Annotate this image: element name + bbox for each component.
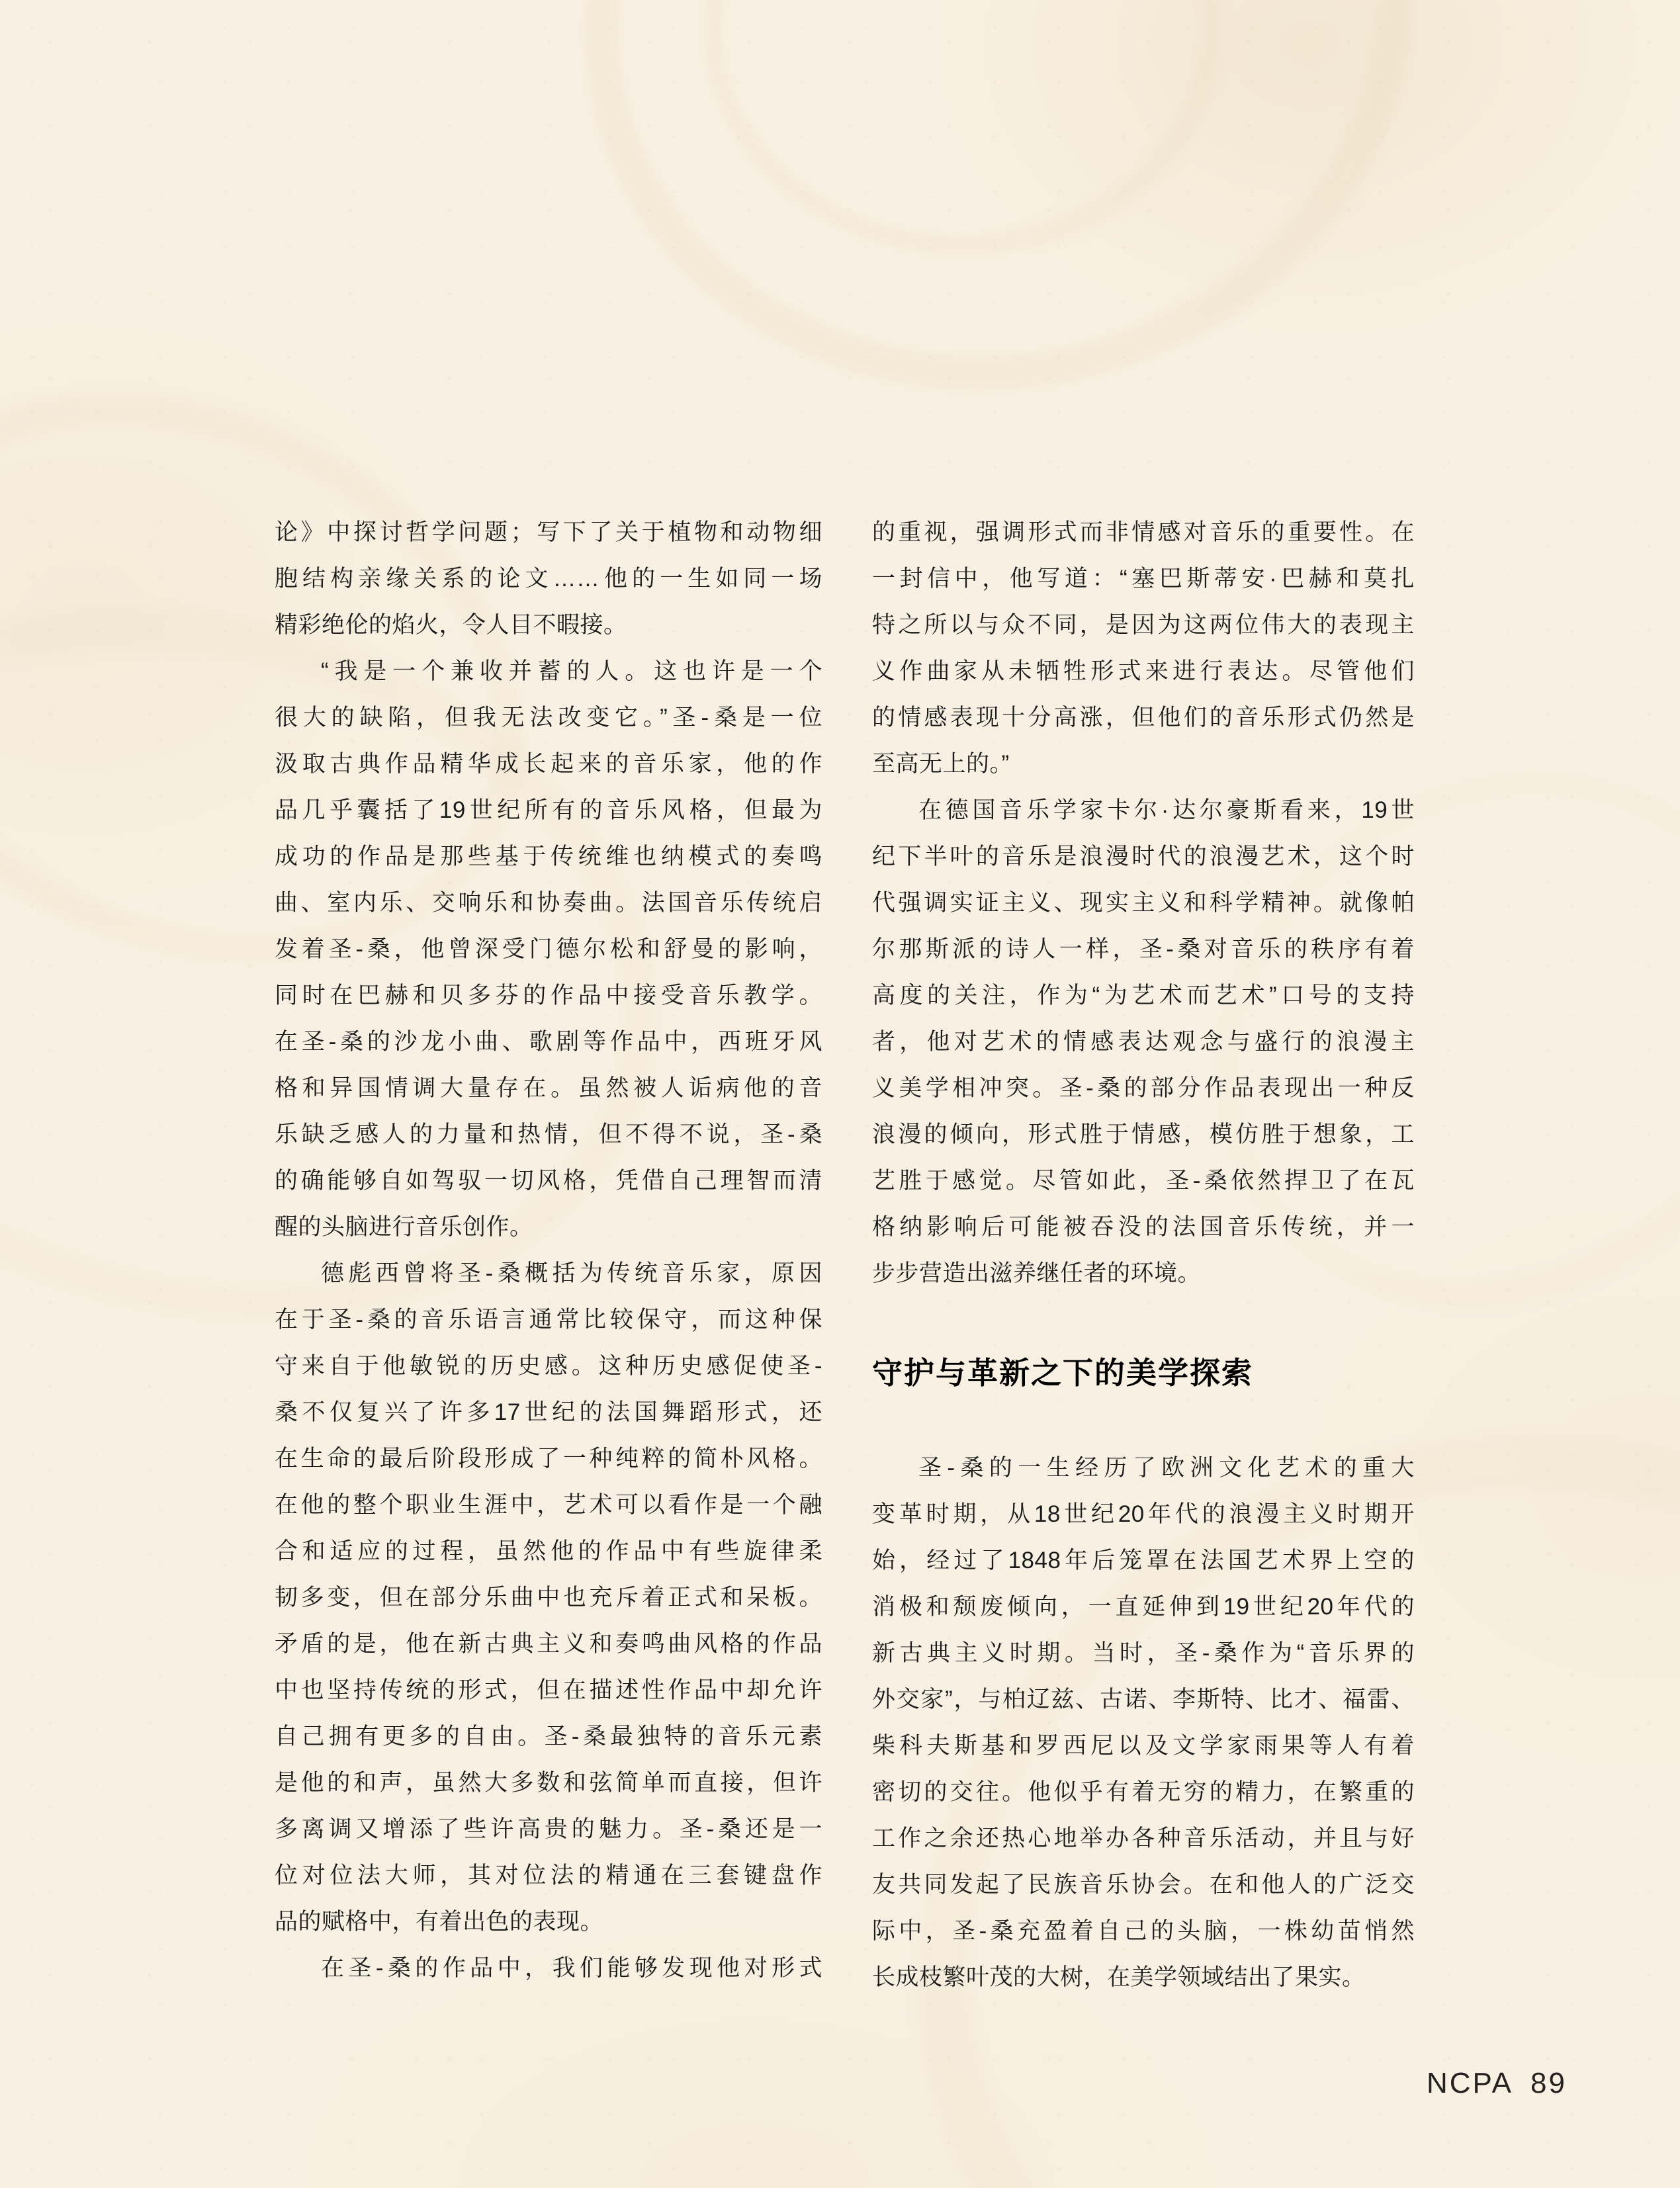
text-line: “我是一个兼收并蓄的人。这也许是一个 — [321, 658, 822, 684]
text-line: 者，他对艺术的情感表达观念与盛行的浪漫主 — [872, 1029, 1415, 1055]
page-number: 89 — [1530, 2067, 1567, 2099]
text-line: 长成枝繁叶茂的大树，在美学领域结出了果实。 — [872, 1964, 1366, 1990]
text-line: 尔那斯派的诗人一样，圣-桑对音乐的秩序有着 — [872, 936, 1415, 962]
article-left-column — [275, 509, 822, 1991]
text-line: 矛盾的是，他在新古典主义和奏鸣曲风格的作品 — [275, 1631, 822, 1657]
text-line: 格和异国情调大量存在。虽然被人诟病他的音 — [275, 1075, 822, 1101]
text-line: 始，经过了1848年后笼罩在法国艺术界上空的 — [872, 1548, 1415, 1573]
text-line: 艺胜于感觉。尽管如此，圣-桑依然捍卫了在瓦 — [872, 1168, 1415, 1194]
text-line: 纪下半叶的音乐是浪漫时代的浪漫艺术，这个时 — [872, 844, 1415, 869]
article-right-top-block — [872, 509, 1415, 1297]
text-line: 际中，圣-桑充盈着自己的头脑，一株幼苗悄然 — [872, 1918, 1415, 1944]
text-line: 格纳影响后可能被吞没的法国音乐传统，并一 — [872, 1214, 1415, 1240]
text-line: 代强调实证主义、现实主义和科学精神。就像帕 — [872, 890, 1415, 916]
text-line: 浪漫的倾向，形式胜于情感，模仿胜于想象，工 — [872, 1121, 1415, 1147]
swirl-decoration — [701, 0, 1223, 257]
section-heading: 守护与革新之下的美学探索 — [872, 1356, 1253, 1390]
text-line: 的情感表现十分高涨，但他们的音乐形式仍然是 — [872, 705, 1415, 730]
text-line: 的重视，强调形式而非情感对音乐的重要性。在 — [872, 519, 1415, 545]
text-line: 位对位法大师，其对位法的精通在三套键盘作 — [275, 1862, 822, 1888]
text-line: 品的赋格中，有着出色的表现。 — [275, 1909, 604, 1935]
text-line: 同时在巴赫和贝多芬的作品中接受音乐教学。 — [275, 983, 822, 1008]
page-footer — [1427, 2067, 1567, 2100]
text-line: 很大的缺陷，但我无法改变它。”圣-桑是一位 — [275, 705, 822, 730]
text-line: 多离调又增添了些许高贵的魅力。圣-桑还是一 — [275, 1816, 822, 1842]
text-line: 在他的整个职业生涯中，艺术可以看作是一个融 — [275, 1492, 822, 1518]
text-line: 密切的交往。他似乎有着无穷的精力，在繁重的 — [872, 1779, 1415, 1805]
text-line: 在圣-桑的沙龙小曲、歌剧等作品中，西班牙风 — [275, 1029, 822, 1055]
text-line: 在于圣-桑的音乐语言通常比较保守，而这种保 — [275, 1307, 822, 1333]
text-line: 在德国音乐学家卡尔·达尔豪斯看来，19世 — [918, 797, 1415, 823]
text-line: 桑不仅复兴了许多17世纪的法国舞蹈形式，还 — [275, 1399, 822, 1425]
text-line: 柴科夫斯基和罗西尼以及文学家雨果等人有着 — [872, 1733, 1415, 1759]
text-line: 高度的关注，作为“为艺术而艺术”口号的支持 — [872, 983, 1415, 1008]
text-line: 醒的头脑进行音乐创作。 — [275, 1214, 533, 1240]
text-line: 在圣-桑的作品中，我们能够发现他对形式 — [321, 1955, 822, 1981]
text-line: 论》中探讨哲学问题；写下了关于植物和动物细 — [275, 519, 822, 545]
swirl-decoration — [513, 0, 1483, 467]
text-line: 友共同发起了民族音乐协会。在和他人的广泛交 — [872, 1872, 1415, 1898]
text-line: 外交家”，与柏辽兹、古诺、李斯特、比才、福雷、 — [872, 1686, 1415, 1712]
text-line: 德彪西曾将圣-桑概括为传统音乐家，原因 — [321, 1260, 822, 1286]
text-line: 在生命的最后阶段形成了一种纯粹的简朴风格。 — [275, 1446, 822, 1471]
article-right-column — [872, 509, 1415, 2001]
text-line: 韧多变，但在部分乐曲中也充斥着正式和呆板。 — [275, 1585, 822, 1610]
text-line: 自己拥有更多的自由。圣-桑最独特的音乐元素 — [275, 1724, 822, 1749]
magazine-name: NCPA — [1427, 2067, 1513, 2099]
text-line: 变革时期，从18世纪20年代的浪漫主义时期开 — [872, 1501, 1415, 1527]
text-line: 步步营造出滋养继任者的环境。 — [872, 1260, 1202, 1286]
text-line: 品几乎囊括了19世纪所有的音乐风格，但最为 — [275, 797, 822, 823]
text-line: 的确能够自如驾驭一切风格，凭借自己理智而清 — [275, 1168, 822, 1194]
text-line: 曲、室内乐、交响乐和协奏曲。法国音乐传统启 — [275, 890, 822, 916]
text-line: 胞结构亲缘关系的论文……他的一生如同一场 — [275, 566, 822, 591]
article-right-bottom-block — [872, 1445, 1415, 2001]
text-line: 精彩绝伦的焰火，令人目不暇接。 — [275, 612, 627, 638]
text-line: 是他的和声，虽然大多数和弦简单而直接，但许 — [275, 1770, 822, 1796]
text-line: 至高无上的。” — [872, 751, 1010, 777]
text-line: 守来自于他敏锐的历史感。这种历史感促使圣- — [275, 1353, 822, 1379]
text-line: 消极和颓废倾向，一直延伸到19世纪20年代的 — [872, 1594, 1415, 1620]
text-line: 工作之余还热心地举办各种音乐活动，并且与好 — [872, 1825, 1415, 1851]
text-line: 一封信中，他写道：“塞巴斯蒂安·巴赫和莫扎 — [872, 566, 1415, 591]
text-line: 发着圣-桑，他曾深受门德尔松和舒曼的影响， — [275, 936, 822, 962]
text-line: 成功的作品是那些基于传统维也纳模式的奏鸣 — [275, 844, 822, 869]
text-line: 乐缺乏感人的力量和热情，但不得不说，圣-桑 — [275, 1121, 822, 1147]
text-line: 合和适应的过程，虽然他的作品中有些旋律柔 — [275, 1538, 822, 1564]
text-line: 中也坚持传统的形式，但在描述性作品中却允许 — [275, 1677, 822, 1703]
text-line: 特之所以与众不同，是因为这两位伟大的表现主 — [872, 612, 1415, 638]
text-line: 新古典主义时期。当时，圣-桑作为“音乐界的 — [872, 1640, 1415, 1666]
text-line: 义美学相冲突。圣-桑的部分作品表现出一种反 — [872, 1075, 1415, 1101]
text-line: 圣-桑的一生经历了欧洲文化艺术的重大 — [918, 1455, 1415, 1481]
text-line: 义作曲家从未牺牲形式来进行表达。尽管他们 — [872, 658, 1415, 684]
text-line: 汲取古典作品精华成长起来的音乐家，他的作 — [275, 751, 822, 777]
